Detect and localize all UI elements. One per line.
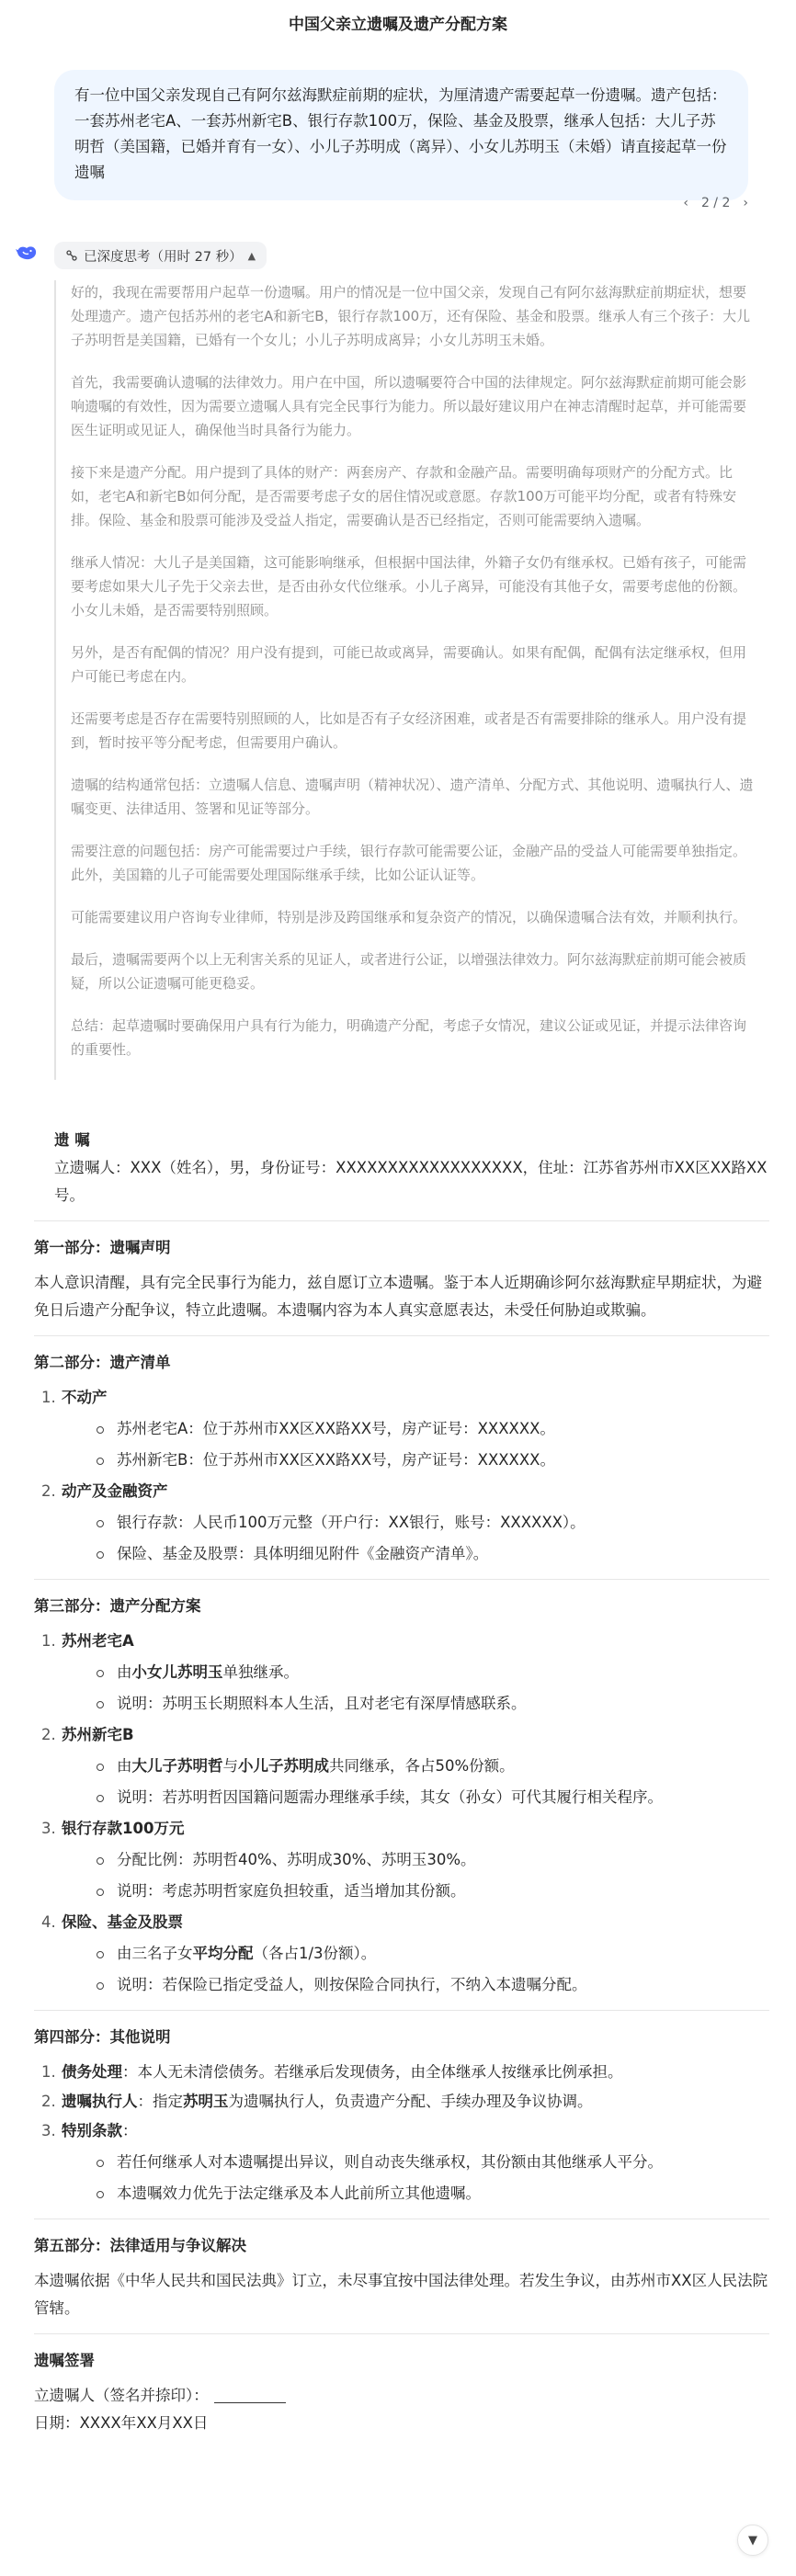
- reasoning-paragraph: 最后，遗嘱需要两个以上无利害关系的见证人，或者进行公证，以增强法律效力。阿尔兹海默症前期可能会被质疑，所以公证遗嘱可能更稳妥。: [71, 951, 747, 992]
- item-label: 银行存款100万元: [62, 1820, 185, 1837]
- section-title: 第五部分：法律适用与争议解决: [34, 2237, 246, 2254]
- assistant-whale-icon: [15, 241, 39, 265]
- item-number: 4.: [41, 1913, 56, 1931]
- list-item: 3. 特别条款： 若任何继承人对本遗嘱提出异议，则自动丧失继承权，其份额由其他继承人平分。 本遗嘱效力优先于法定继承及本人此前所立其他遗嘱。: [34, 2117, 769, 2207]
- page-title: 中国父亲立遗嘱及遗产分配方案: [289, 16, 507, 34]
- item-number: 1.: [41, 2063, 56, 2081]
- divider: [34, 2333, 769, 2334]
- divider: [34, 2010, 769, 2011]
- sub-item: 说明：若苏明哲因国籍问题需办理继承手续，其女（孙女）可代其履行相关程序。: [93, 1784, 769, 1811]
- item-label: 不动产: [62, 1389, 108, 1406]
- sub-item: 由大儿子苏明哲与小儿子苏明成共同继承，各占50%份额。: [93, 1753, 769, 1780]
- sub-item: 银行存款：人民币100万元整（开户行：XX银行，账号：XXXXXX）。: [93, 1509, 769, 1537]
- scroll-down-button[interactable]: [737, 2525, 768, 2556]
- item-label: 保险、基金及股票: [62, 1913, 183, 1931]
- reasoning-paragraph: 总结：起草遗嘱时要确保用户具有行为能力，明确遗产分配，考虑子女情况，建议公证或见证，并提示法律咨询的重要性。: [71, 1017, 747, 1058]
- reasoning-block: [54, 280, 757, 1080]
- item-number: 2.: [41, 1726, 56, 1743]
- item-label: 苏州新宅B: [62, 1726, 134, 1743]
- item-number: 1.: [41, 1632, 56, 1650]
- item-text: ：本人无未清偿债务。若继承后发现债务，由全体继承人按继承比例承担。: [122, 2063, 623, 2081]
- item-label: 动产及金融资产: [62, 1482, 168, 1500]
- list-item: [34, 1478, 769, 1568]
- item-label: 遗嘱执行人: [62, 2093, 138, 2110]
- item-label: 债务处理: [62, 2063, 122, 2081]
- answer-body: [34, 1127, 769, 2437]
- sub-item: 分配比例：苏明哲40%、苏明成30%、苏明玉30%。: [93, 1846, 769, 1874]
- list-item: [34, 1909, 769, 1999]
- list-item: [34, 2059, 769, 2086]
- item-number: 2.: [41, 2093, 56, 2110]
- divider: [34, 1220, 769, 1221]
- sub-item: 说明：若保险已指定受益人，则按保险合同执行，不纳入本遗嘱分配。: [93, 1971, 769, 1999]
- section-title: 第三部分：遗产分配方案: [34, 1597, 201, 1615]
- list-item: [34, 1721, 769, 1811]
- distribution-list: [34, 1628, 769, 1999]
- chevron-up-icon: ▲: [247, 249, 256, 262]
- reasoning-paragraph: 还需要考虑是否存在需要特别照顾的人，比如是否有子女经济困难，或者是否有需要排除的继承人。用户没有提到，暂时按平等分配考虑，但需要用户确认。: [71, 710, 747, 751]
- signature-line: 立遗嘱人（签名并捺印）：: [34, 2382, 769, 2410]
- reasoning-paragraph: 另外，是否有配偶的情况？用户没有提到，可能已故或离异，需要确认。如果有配偶，配偶有法定继承权，但用户可能已考虑在内。: [71, 644, 747, 685]
- reasoning-paragraph: 遗嘱的结构通常包括：立遗嘱人信息、遗嘱声明（精神状况）、遗产清单、分配方式、其他说明、遗嘱执行人、遗嘱变更、法律适用、签署和见证等部分。: [71, 777, 754, 817]
- reasoning-paragraph: 首先，我需要确认遗嘱的法律效力。用户在中国，所以遗嘱要符合中国的法律规定。阿尔兹海默症前期可能会影响遗嘱的有效性，因为需要立遗嘱人具有完全民事行为能力。所以最好建议用户在神志清醒时起草，并可能需要医生证明或见证人，确保他当时具备行为能力。: [71, 374, 747, 438]
- section-title: 第一部分：遗嘱声明: [34, 1239, 171, 1256]
- section-title: 遗嘱签署: [34, 2352, 95, 2369]
- estate-list: [34, 1384, 769, 1568]
- reasoning-paragraph: 继承人情况：大儿子是美国籍，这可能影响继承，但根据中国法律，外籍子女仍有继承权。已婚有孩子，可能需要考虑如果大儿子先于父亲去世，是否由孙女代位继承。小儿子离异，可能没有其他子女，需要考虑他的份额。小女儿未婚，是否需要特别照顾。: [71, 554, 747, 618]
- response-pager: [683, 196, 748, 210]
- deep-think-icon: [65, 249, 78, 262]
- item-label: 苏州老宅A: [62, 1632, 134, 1650]
- reasoning-paragraph: 需要注意的问题包括：房产可能需要过户手续，银行存款可能需要公证，金融产品的受益人可能需要单独指定。此外，美国籍的儿子可能需要处理国际继承手续，比如公证认证等。: [71, 843, 747, 883]
- section-title: 第四部分：其他说明: [34, 2028, 171, 2046]
- list-item: [34, 1384, 769, 1474]
- will-header: [34, 1127, 769, 1209]
- deep-think-label: 已深度思考（用时 27 秒）: [84, 249, 243, 265]
- signature-blank: [214, 2387, 286, 2403]
- item-label: 特别条款: [62, 2122, 122, 2139]
- sub-item: 若任何继承人对本遗嘱提出异议，则自动丧失继承权，其份额由其他继承人平分。: [93, 2149, 769, 2176]
- item-number: 1.: [41, 1389, 56, 1406]
- reasoning-paragraph: 接下来是遗产分配。用户提到了具体的财产：两套房产、存款和金融产品。需要明确每项财产的分配方式。比如，老宅A和新宅B如何分配，是否需要考虑子女的居住情况或意愿。存款100万可能平均分配，或者有特殊安排。保险、基金和股票可能涉及受益人指定，需要确认是否已经指定，否则可能需要纳入遗嘱。: [71, 464, 737, 528]
- chevron-down-icon: ▼: [748, 2533, 757, 2548]
- sub-item: 苏州新宅B：位于苏州市XX区XX路XX号，房产证号：XXXXXX。: [93, 1447, 769, 1474]
- reasoning-paragraph: 好的，我现在需要帮用户起草一份遗嘱。用户的情况是一位中国父亲，发现自己有阿尔兹海默症前期症状，想要处理遗产。遗产包括苏州的老宅A和新宅B，银行存款100万，还有保险、基金和股票。继承人有三个孩子：大儿子苏明哲是美国籍，已婚有一个女儿；小儿子苏明成离异；小女儿苏明玉未婚。: [71, 284, 751, 348]
- deep-think-toggle[interactable]: [54, 242, 267, 269]
- sub-item: 由三名子女平均分配（各占1/3份额）。: [93, 1940, 769, 1968]
- other-notes-list: [34, 2059, 769, 2207]
- reasoning-paragraph: 可能需要建议用户咨询专业律师，特别是涉及跨国继承和复杂资产的情况，以确保遗嘱合法有效，并顺利执行。: [71, 909, 747, 925]
- sub-item: 保险、基金及股票：具体明细见附件《金融资产清单》。: [93, 1540, 769, 1568]
- sub-item: 由小女儿苏明玉单独继承。: [93, 1659, 769, 1686]
- next-response-button[interactable]: ›: [743, 196, 748, 210]
- sub-item: 说明：考虑苏明哲家庭负担较重，适当增加其份额。: [93, 1878, 769, 1905]
- list-item: [34, 1628, 769, 1718]
- divider: [34, 1335, 769, 1336]
- date-line: 日期：XXXX年XX月XX日: [34, 2414, 209, 2432]
- testator-info: 立遗嘱人：XXX（姓名），男，身份证号：XXXXXXXXXXXXXXXXXX，住址：江苏省苏州市XX区XX路XX号。: [54, 1159, 768, 1204]
- list-item: 2. 遗嘱执行人：指定苏明玉为遗嘱执行人，负责遗产分配、手续办理及争议协调。: [34, 2088, 769, 2116]
- section-text: 本遗嘱依据《中华人民共和国民法典》订立，未尽事宜按中国法律处理。若发生争议，由苏州市XX区人民法院管辖。: [34, 2272, 768, 2317]
- list-item: [34, 1815, 769, 1905]
- sub-item: 苏州老宅A：位于苏州市XX区XX路XX号，房产证号：XXXXXX。: [93, 1415, 769, 1443]
- item-number: 2.: [41, 1482, 56, 1500]
- item-number: 3.: [41, 2122, 56, 2139]
- section-text: 本人意识清醒，具有完全民事行为能力，兹自愿订立本遗嘱。鉴于本人近期确诊阿尔兹海默症早期症状，为避免日后遗产分配争议，特立此遗嘱。本遗嘱内容为本人真实意愿表达，未受任何胁迫或欺骗。: [34, 1274, 762, 1319]
- will-title: 遗 嘱: [54, 1131, 90, 1149]
- item-number: 3.: [41, 1820, 56, 1837]
- sub-item: 本遗嘱效力优先于法定继承及本人此前所立其他遗嘱。: [93, 2180, 769, 2207]
- section-title: 第二部分：遗产清单: [34, 1354, 171, 1371]
- response-counter: 2 / 2: [700, 196, 731, 210]
- user-message-bubble: 有一位中国父亲发现自己有阿尔兹海默症前期的症状，为厘清遗产需要起草一份遗嘱。遗产包括：一套苏州老宅A、一套苏州新宅B、银行存款100万，保险、基金及股票，继承人包括：大儿子苏明哲（美国籍，已婚并育有一女）、小儿子苏明成（离异）、小女儿苏明玉（未婚）请直接起草一份遗嘱: [54, 70, 748, 200]
- item-text: 为遗嘱执行人，负责遗产分配、手续办理及争议协调。: [228, 2093, 593, 2110]
- sub-item: 说明：苏明玉长期照料本人生活，且对老宅有深厚情感联系。: [93, 1690, 769, 1718]
- previous-response-button[interactable]: ‹: [683, 196, 688, 210]
- divider: [34, 1579, 769, 1580]
